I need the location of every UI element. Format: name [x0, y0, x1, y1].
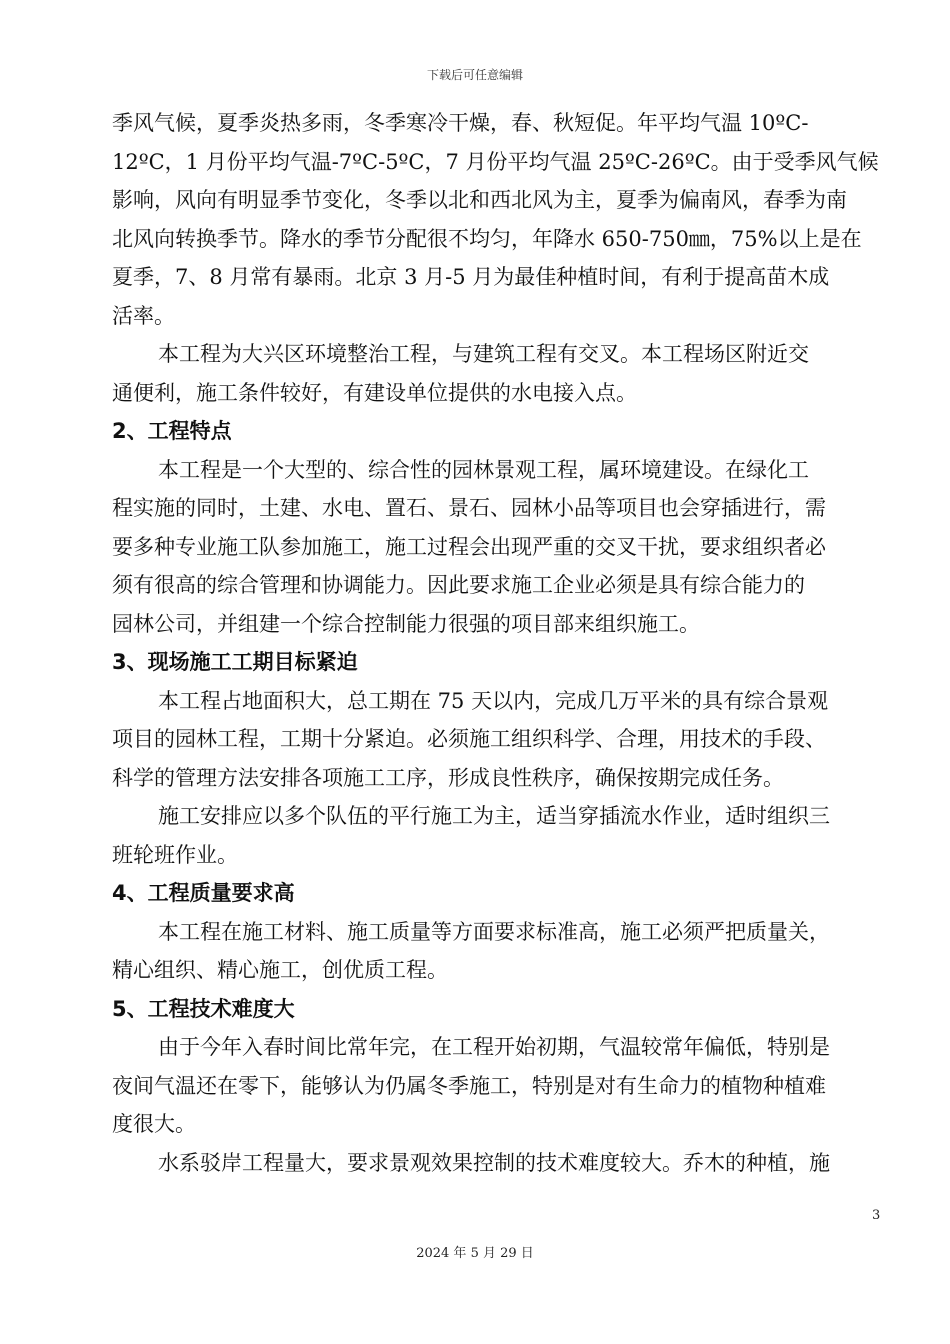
paragraph-line: 程实施的同时，土建、水电、置石、景石、园林小品等项目也会穿插进行，需: [112, 496, 826, 520]
paragraph-line: 本工程占地面积大，总工期在 75 天以内，完成几万平米的具有综合景观: [158, 688, 829, 713]
footer-date: 2024 年 5 月 29 日: [416, 1246, 534, 1261]
paragraph-line: 由于今年入春时间比常年完，在工程开始初期，气温较常年偏低，特别是: [158, 1035, 830, 1059]
section-heading: 4、工程质量要求高: [112, 881, 295, 905]
paragraph-line: 影响，风向有明显季节变化，冬季以北和西北风为主，夏季为偏南风，春季为南: [112, 188, 847, 212]
paragraph-line: 夏季，7、8 月常有暴雨。北京 3 月-5 月为最佳种植时间，有利于提高苗木成: [112, 265, 830, 289]
paragraph-line: 要多种专业施工队参加施工，施工过程会出现严重的交叉干扰，要求组织者必: [112, 534, 826, 559]
document-body: [112, 104, 884, 1182]
paragraph-line: 精心组织、精心施工，创优质工程。: [112, 958, 448, 982]
paragraph-line: 项目的园林工程，工期十分紧迫。必须施工组织科学、合理，用技术的手段、: [112, 727, 826, 751]
page-number: 3: [872, 1208, 881, 1223]
paragraph-line: 夜间气温还在零下，能够认为仍属冬季施工，特别是对有生命力的植物种植难: [112, 1073, 826, 1098]
paragraph-line: 本工程是一个大型的、综合性的园林景观工程，属环境建设。在绿化工: [158, 457, 809, 482]
section-heading: 5、工程技术难度大: [112, 996, 295, 1021]
paragraph-line: 本工程为大兴区环境整治工程，与建筑工程有交叉。本工程场区附近交: [158, 342, 809, 366]
section-heading: 2、工程特点: [112, 419, 232, 443]
paragraph-line: 度很大。: [112, 1112, 196, 1136]
paragraph-line: 班轮班作业。: [112, 842, 238, 867]
paragraph-line: 须有很高的综合管理和协调能力。因此要求施工企业必须是具有综合能力的: [112, 573, 805, 597]
paragraph-line: 科学的管理方法安排各项施工工序，形成良性秩序，确保按期完成任务。: [112, 765, 784, 790]
paragraph-line: 北风向转换季节。降水的季节分配很不均匀，年降水 650-750㎜，75%以上是在: [112, 226, 862, 251]
paragraph-line: 施工安排应以多个队伍的平行施工为主，适当穿插流水作业，适时组织三: [158, 804, 830, 828]
paragraph-line: 活率。: [112, 303, 175, 328]
paragraph-line: 12ºC，1 月份平均气温-7ºC-5ºC，7 月份平均气温 25ºC-26ºC。由于受季风气候: [112, 149, 879, 174]
paragraph-line: 园林公司，并组建一个综合控制能力很强的项目部来组织施工。: [112, 611, 700, 636]
paragraph-line: 水系驳岸工程量大，要求景观效果控制的技术难度较大。乔木的种植，施: [158, 1150, 830, 1175]
section-heading: 3、现场施工工期目标紧迫: [112, 650, 358, 674]
paragraph-line: 季风气候，夏季炎热多雨，冬季寒冷干燥，春、秋短促。年平均气温 10ºC-: [112, 111, 809, 135]
page-header-text: 下载后可任意编辑: [426, 68, 523, 82]
paragraph-line: 通便利，施工条件较好，有建设单位提供的水电接入点。: [112, 380, 637, 405]
paragraph-line: 本工程在施工材料、施工质量等方面要求标准高，施工必须严把质量关，: [158, 919, 830, 944]
